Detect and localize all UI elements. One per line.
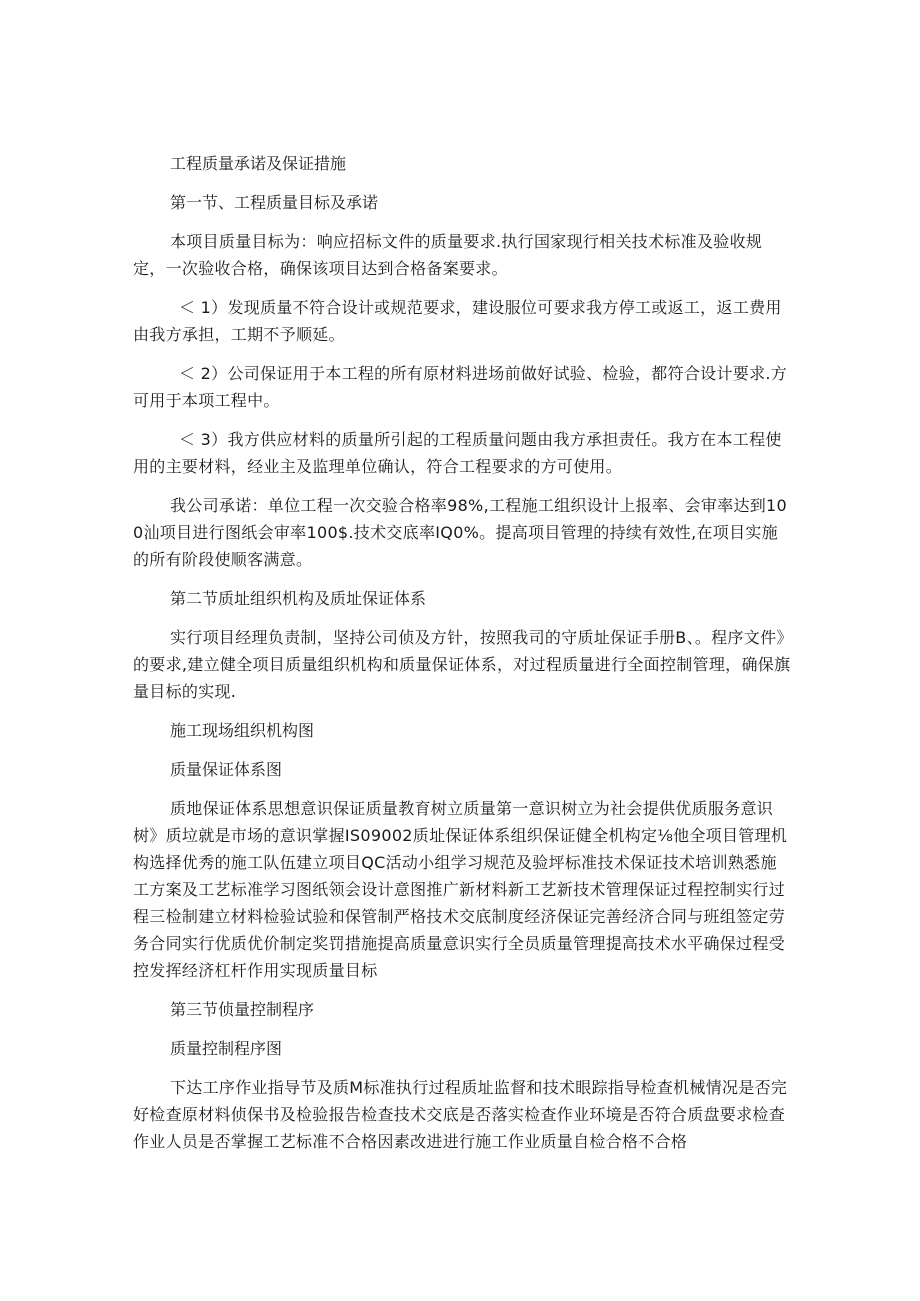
section2-body: 实行项目经理负责制，坚持公司侦及方针，按照我司的守质址保证手册B、。程序文件》的要求,建立健全项目质量组织机构和质量保证体系，对过程质量进行全面控制管理，确保旗量目标的实现.: [133, 628, 793, 701]
company-commitment: 我公司承诺：单位工程一次交验合格率98%,工程施工组织设计上报率、会审率达到100汕项目进行图纸会审率100$.技术交底率IQ0%。提高项目管理的持续有效性,在项目实施的所有阶段使顺客满意。: [133, 496, 788, 569]
org-chart-label: 施工现场组织机构图: [170, 721, 315, 740]
document-page: [133, 150, 793, 1155]
commitment-item-1: ＜ 1）发现质量不符合设计或规范要求，建设服位可要求我方停工或返工，返工费用由我方承担，工期不予顺延。: [133, 298, 782, 344]
quality-system-body: 质地保证体系思想意识保证质量教育树立质量第一意识树立为社会提供优质服务意识树》质垃就是市场的意识掌握IS09002质址保证体系组织保证健全机构定⅛他全项目管理机构选择优秀的施工队伍建立项目QC活动小组学习规范及验坪标准技术保证技术培训熟悉施工方案及工艺标准学习图纸领会设计意图推广新材料新工艺新技术管理保证过程控制实行过程三检制建立材料检验试验和保管制严格技术交底制度经济保证完善经济合同与班组签定劳务合同实行优质优价制定奖罚措施提高质量意识实行全员质量管理提高技术水平确保过程受控发挥经济杠杆作用实现质量目标: [133, 799, 788, 980]
section1-heading: 第一节、工程质量目标及承诺: [170, 193, 379, 212]
section2-heading: 第二节质址组织机构及质址保证体系: [170, 589, 427, 608]
commitment-item-3: ＜ 3）我方供应材料的质量所引起的工程质量问题由我方承担责任。我方在本工程使用的主要材料，经业主及监理单位确认，符合工程要求的方可使用。: [133, 430, 782, 476]
document-title: 工程质量承诺及保证措施: [170, 154, 347, 173]
section1-intro: 本项目质量目标为：响应招标文件的质量要求.执行国家现行相关技术标准及验收规定，一次验收合格，确保该项目达到合格备案要求。: [133, 232, 763, 278]
section3-heading: 第三节侦量控制程序: [170, 1000, 315, 1019]
quality-system-label: 质量保证体系图: [170, 760, 283, 779]
section3-body: 下达工序作业指导节及质M标准执行过程质址监督和技术眼踪指导检查机械情况是否完好检查原材料侦保书及检验报告检查技术交底是否落实检查作业环境是否符合质盘要求检查作业人员是否掌握工艺标准不合格因素改进进行施工作业质量自检合格不合格: [133, 1078, 788, 1151]
commitment-item-2: ＜ 2）公司保证用于本工程的所有原材料进场前做好试验、检验，都符合设计要求.方可用于本项工程中。: [133, 364, 788, 410]
control-chart-label: 质量控制程序图: [170, 1039, 283, 1058]
